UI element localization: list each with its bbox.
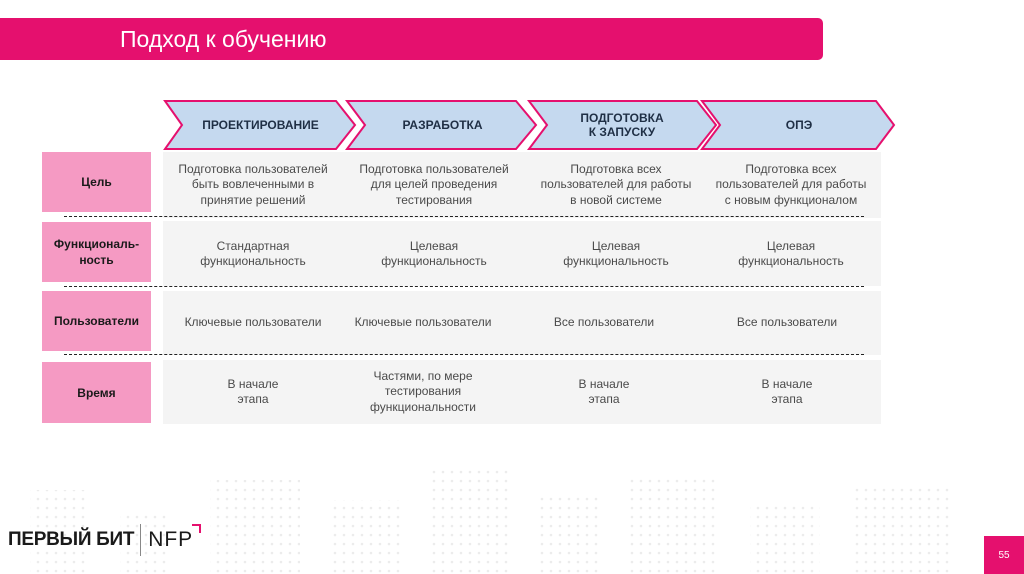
logo-separator xyxy=(140,524,141,556)
row-label-goal: Цель xyxy=(42,152,151,212)
nfp-corner-mark xyxy=(192,524,201,533)
logo-pervyi-bit: ПЕРВЫЙ БИТ xyxy=(8,529,135,550)
cell-functionality-launch: Целевая функциональность xyxy=(563,238,669,268)
phase-label-2: РАЗРАБОТКА xyxy=(402,118,483,132)
row-label-users: Пользователи xyxy=(42,291,151,351)
logo-nfp xyxy=(148,528,193,552)
cell-functionality-design: Стандартная функциональность xyxy=(200,238,306,268)
cell-time-design: В начале этапа xyxy=(227,376,279,406)
logo-nfp-text: NFP xyxy=(148,528,194,551)
company-logo xyxy=(8,520,193,560)
row-label-time: Время xyxy=(42,362,151,423)
page-number: 55 xyxy=(984,536,1024,574)
cell-goal-launch: Подготовка всех пользователей для работы в новой системе xyxy=(540,161,692,207)
cell-time-launch: В начале этапа xyxy=(578,376,630,406)
cell-time-development: Частями, по мере тестирования функциональности xyxy=(370,368,476,414)
cell-functionality-development: Целевая функциональность xyxy=(381,238,487,268)
phase-label-3: ПОДГОТОВКА К ЗАПУСКУ xyxy=(580,111,664,139)
phase-label-4: ОПЭ xyxy=(785,118,813,132)
row-label-functionality: Функциональ- ность xyxy=(42,222,151,282)
cell-users-launch: Все пользователи xyxy=(553,315,655,330)
cell-goal-ope: Подготовка всех пользователей для работы с новым функционалом xyxy=(715,161,867,207)
slide-title: Подход к обучению xyxy=(120,26,327,52)
cell-goal-design: Подготовка пользователей быть вовлеченными в принятие решений xyxy=(178,161,328,207)
phase-label-1: ПРОЕКТИРОВАНИЕ xyxy=(202,118,319,132)
row-separator xyxy=(64,354,864,355)
cell-users-design: Ключевые пользователи xyxy=(184,315,322,330)
cell-users-development: Ключевые пользователи xyxy=(354,315,492,330)
cell-goal-development: Подготовка пользователей для целей проведения тестирования xyxy=(359,161,509,207)
row-separator xyxy=(64,286,864,287)
cell-users-ope: Все пользователи xyxy=(736,315,838,330)
cell-functionality-ope: Целевая функциональность xyxy=(738,238,844,268)
cell-time-ope: В начале этапа xyxy=(761,376,813,406)
